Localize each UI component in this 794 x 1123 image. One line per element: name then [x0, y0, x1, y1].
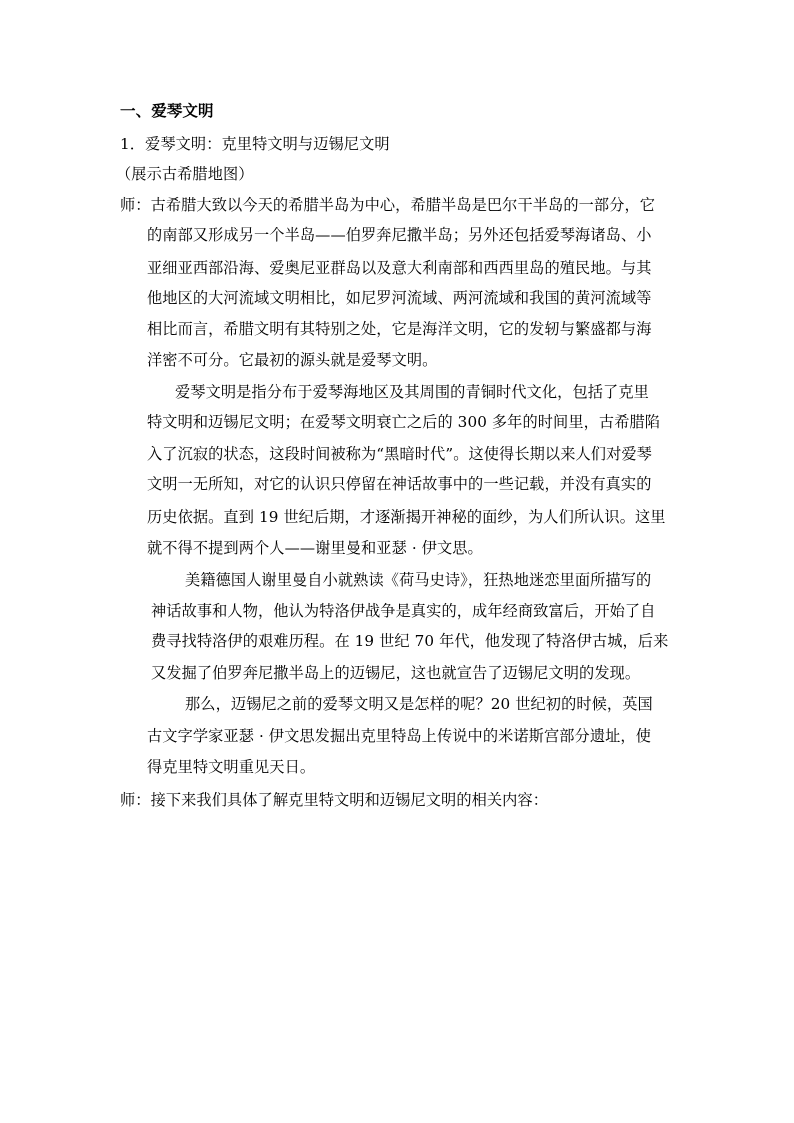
paragraph-line: 得克里特文明重见天日。	[147, 758, 316, 776]
paragraph-line: 师：古希腊大致以今天的希腊半岛为中心，希腊半岛是巴尔干半岛的一部分，它	[120, 196, 656, 214]
paragraph-line: 爱琴文明是指分布于爱琴海地区及其周围的青铜时代文化，包括了克里	[175, 383, 649, 401]
paragraph-line: 神话故事和人物，他认为特洛伊战争是真实的，成年经商致富后，开始了自	[151, 602, 656, 620]
paragraph-line: 那么，迈锡尼之前的爱琴文明又是怎样的呢？20 世纪初的时候，英国	[185, 695, 653, 713]
paragraph-line: 的南部又形成另一个半岛——伯罗奔尼撒半岛；另外还包括爱琴海诸岛、小	[147, 226, 652, 244]
paragraph-line: 美籍德国人谢里曼自小就熟读《荷马史诗》，狂热地迷恋里面所描写的	[185, 571, 652, 589]
paragraph-line: 入了沉寂的状态，这段时间被称为“黑暗时代”。这使得长期以来人们对爱琴	[147, 445, 652, 463]
section-title: 一、爱琴文明	[120, 101, 214, 120]
teacher-paragraph-2: 师：接下来我们具体了解克里特文明和迈锡尼文明的相关内容：	[120, 791, 549, 809]
paragraph-line: 就不得不提到两个人——谢里曼和亚瑟 · 伊文思。	[147, 539, 483, 557]
paragraph-line: 文明一无所知，对它的认识只停留在神话故事中的一些记载，并没有真实的	[147, 475, 652, 493]
paragraph-line: 古文字学家亚瑟 · 伊文思发掘出克里特岛上传说中的米诺斯宫部分遗址，使	[147, 727, 651, 745]
stage-note: （展示古希腊地图）	[116, 165, 254, 183]
paragraph-line: 又发掘了伯罗奔尼撒半岛上的迈锡尼，这也就宣告了迈锡尼文明的发现。	[151, 664, 641, 682]
subsection-title: 1．爱琴文明：克里特文明与迈锡尼文明	[120, 135, 390, 153]
paragraph-line: 相比而言，希腊文明有其特别之处，它是海洋文明，它的发轫与繁盛都与海	[147, 320, 652, 338]
paragraph-line: 洋密不可分。它最初的源头就是爱琴文明。	[147, 351, 438, 369]
paragraph-line: 亚细亚西部沿海、爱奥尼亚群岛以及意大利南部和西西里岛的殖民地。与其	[147, 259, 652, 277]
paragraph-line: 费寻找特洛伊的艰难历程。在 19 世纪 70 年代，他发现了特洛伊古城，后来	[151, 632, 669, 650]
paragraph-line: 特文明和迈锡尼文明；在爱琴文明衰亡之后的 300 多年的时间里，古希腊陷	[147, 413, 661, 431]
paragraph-line: 历史依据。直到 19 世纪后期，才逐渐揭开神秘的面纱，为人们所认识。这里	[147, 508, 666, 526]
paragraph-line: 他地区的大河流域文明相比，如尼罗河流域、两河流域和我国的黄河流域等	[147, 289, 652, 307]
